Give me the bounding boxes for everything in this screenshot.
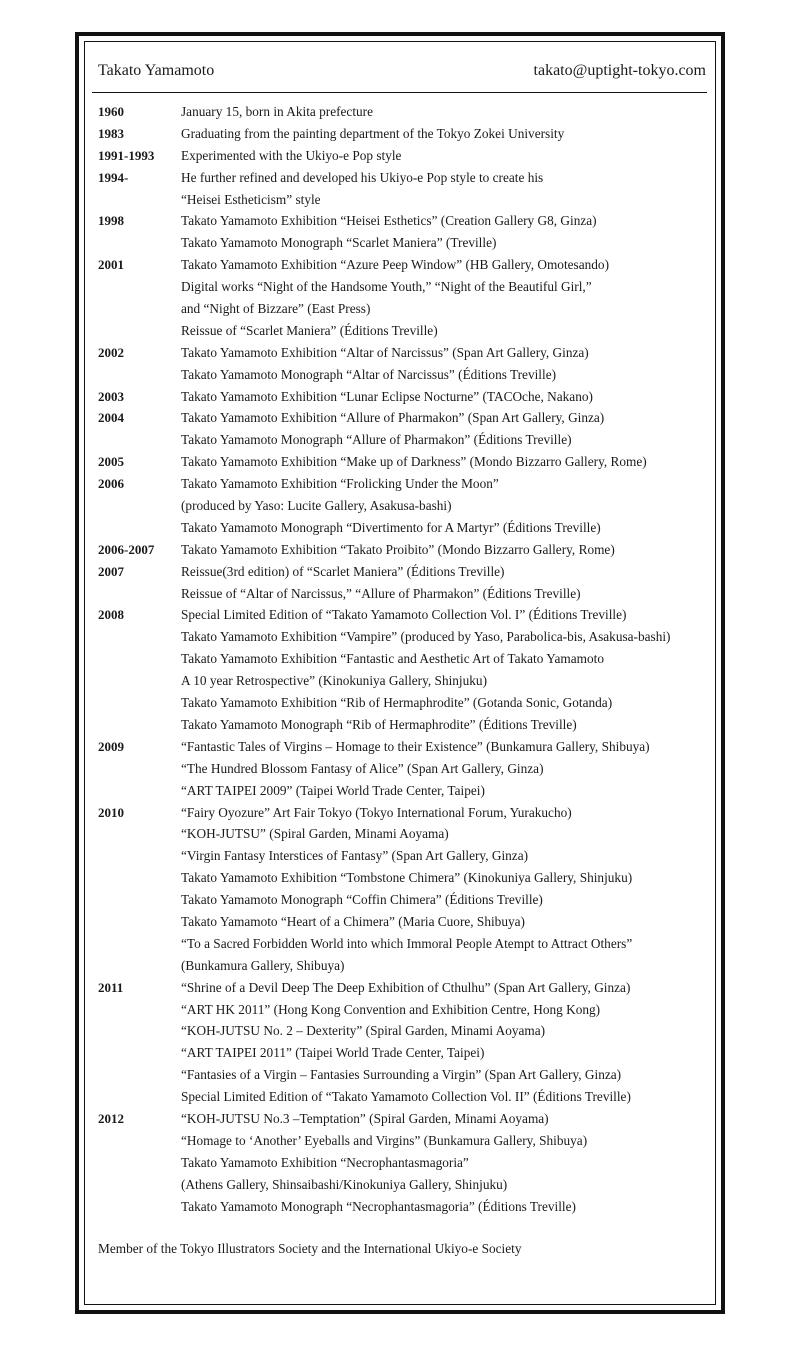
timeline-year bbox=[98, 714, 181, 736]
timeline-entry: “Homage to ‘Another’ Eyeballs and Virgins” (Bunkamura Gallery, Shibuya) bbox=[181, 1132, 588, 1148]
timeline-year bbox=[98, 648, 181, 670]
timeline-row bbox=[98, 604, 708, 626]
timeline-year bbox=[98, 1086, 181, 1108]
timeline-row bbox=[98, 780, 708, 802]
header-divider bbox=[92, 92, 707, 93]
timeline-row bbox=[98, 473, 708, 495]
timeline-year bbox=[98, 429, 181, 451]
timeline-entry: Takato Yamamoto Monograph “Rib of Hermaphrodite” (Éditions Treville) bbox=[181, 716, 577, 732]
timeline-row bbox=[98, 911, 708, 933]
timeline-year bbox=[98, 517, 181, 539]
timeline-row bbox=[98, 867, 708, 889]
biography-timeline bbox=[98, 101, 708, 1217]
timeline-year bbox=[98, 626, 181, 648]
timeline-entry: “Virgin Fantasy Interstices of Fantasy” (Span Art Gallery, Ginza) bbox=[181, 848, 529, 864]
timeline-row bbox=[98, 714, 708, 736]
timeline-year: 2006 bbox=[98, 476, 124, 492]
timeline-entry: “KOH-JUTSU No. 2 – Dexterity” (Spiral Garden, Minami Aoyama) bbox=[181, 1023, 546, 1039]
timeline-entry: “ART TAIPEI 2009” (Taipei World Trade Center, Taipei) bbox=[181, 782, 485, 798]
timeline-year bbox=[98, 1064, 181, 1086]
timeline-row bbox=[98, 561, 708, 583]
timeline-entry: Takato Yamamoto Monograph “Divertimento for A Martyr” (Éditions Treville) bbox=[181, 519, 601, 535]
timeline-year: 2007 bbox=[98, 563, 124, 579]
timeline-entry: Takato Yamamoto Exhibition “Tombstone Chimera” (Kinokuniya Gallery, Shinjuku) bbox=[181, 870, 633, 886]
timeline-year: 2010 bbox=[98, 804, 124, 820]
timeline-year: 2006-2007 bbox=[98, 541, 155, 557]
timeline-year: 1994- bbox=[98, 169, 129, 185]
timeline-entry: “Shrine of a Devil Deep The Deep Exhibition of Cthulhu” (Span Art Gallery, Ginza) bbox=[181, 979, 631, 995]
timeline-row bbox=[98, 626, 708, 648]
timeline-entry: “Fairy Oyozure” Art Fair Tokyo (Tokyo International Forum, Yurakucho) bbox=[181, 804, 572, 820]
timeline-year bbox=[98, 298, 181, 320]
timeline-year: 1998 bbox=[98, 213, 124, 229]
timeline-row bbox=[98, 495, 708, 517]
timeline-row bbox=[98, 648, 708, 670]
timeline-row bbox=[98, 1042, 708, 1064]
timeline-entry: “Fantasies of a Virgin – Fantasies Surrounding a Virgin” (Span Art Gallery, Ginza) bbox=[181, 1067, 622, 1083]
timeline-row bbox=[98, 1108, 708, 1130]
timeline-row bbox=[98, 276, 708, 298]
timeline-row bbox=[98, 1064, 708, 1086]
timeline-year bbox=[98, 933, 181, 955]
timeline-entry: Special Limited Edition of “Takato Yamamoto Collection Vol. II” (Éditions Treville) bbox=[181, 1089, 631, 1105]
timeline-year bbox=[98, 955, 181, 977]
timeline-row bbox=[98, 254, 708, 276]
timeline-entry: (Bunkamura Gallery, Shibuya) bbox=[181, 957, 345, 973]
timeline-year: 2008 bbox=[98, 607, 124, 623]
timeline-entry: Takato Yamamoto Exhibition “Lunar Eclipse Nocturne” (TACOche, Nakano) bbox=[181, 388, 593, 404]
timeline-year: 2005 bbox=[98, 454, 124, 470]
timeline-year bbox=[98, 1042, 181, 1064]
document-header bbox=[98, 62, 706, 84]
timeline-year: 2012 bbox=[98, 1110, 124, 1126]
timeline-row bbox=[98, 451, 708, 473]
timeline-year bbox=[98, 1196, 181, 1218]
timeline-row bbox=[98, 670, 708, 692]
timeline-year: 2003 bbox=[98, 388, 124, 404]
timeline-row bbox=[98, 823, 708, 845]
timeline-entry: Takato Yamamoto Monograph “Necrophantasmagoria” (Éditions Treville) bbox=[181, 1198, 576, 1214]
timeline-entry: Takato Yamamoto Exhibition “Frolicking Under the Moon” bbox=[181, 476, 499, 492]
timeline-entry: Takato Yamamoto Exhibition “Vampire” (produced by Yaso, Parabolica-bis, Asakusa-bashi) bbox=[181, 629, 671, 645]
timeline-year: 1991-1993 bbox=[98, 147, 155, 163]
timeline-entry: January 15, born in Akita prefecture bbox=[181, 104, 373, 119]
timeline-row bbox=[98, 955, 708, 977]
timeline-entry: A 10 year Retrospective” (Kinokuniya Gallery, Shinjuku) bbox=[181, 673, 487, 689]
timeline-entry: Takato Yamamoto Monograph “Allure of Pharmakon” (Éditions Treville) bbox=[181, 432, 572, 448]
timeline-entry: Graduating from the painting department of the Tokyo Zokei University bbox=[181, 125, 565, 141]
timeline-row bbox=[98, 977, 708, 999]
timeline-row bbox=[98, 101, 708, 123]
timeline-row bbox=[98, 1086, 708, 1108]
timeline-entry: Takato Yamamoto Exhibition “Allure of Pharmakon” (Span Art Gallery, Ginza) bbox=[181, 410, 605, 426]
timeline-entry: “ART TAIPEI 2011” (Taipei World Trade Center, Taipei) bbox=[181, 1045, 485, 1061]
timeline-year bbox=[98, 911, 181, 933]
timeline-year bbox=[98, 189, 181, 211]
timeline-year bbox=[98, 495, 181, 517]
timeline-entry: “KOH-JUTSU No.3 –Temptation” (Spiral Garden, Minami Aoyama) bbox=[181, 1110, 549, 1126]
timeline-entry: Takato Yamamoto Exhibition “Takato Proibito” (Mondo Bizzarro Gallery, Rome) bbox=[181, 541, 615, 557]
timeline-year bbox=[98, 999, 181, 1021]
timeline-entry: Takato Yamamoto Monograph “Altar of Narcissus” (Éditions Treville) bbox=[181, 366, 557, 382]
timeline-year bbox=[98, 276, 181, 298]
timeline-entry: “KOH-JUTSU” (Spiral Garden, Minami Aoyama) bbox=[181, 826, 449, 842]
timeline-row bbox=[98, 1196, 708, 1218]
timeline-entry: Takato Yamamoto Exhibition “Altar of Narcissus” (Span Art Gallery, Ginza) bbox=[181, 344, 589, 360]
timeline-year bbox=[98, 823, 181, 845]
timeline-year: 2004 bbox=[98, 410, 124, 426]
timeline-year bbox=[98, 1020, 181, 1042]
timeline-entry: Reissue of “Altar of Narcissus,” “Allure of Pharmakon” (Éditions Treville) bbox=[181, 585, 581, 601]
timeline-row bbox=[98, 429, 708, 451]
timeline-entry: Takato Yamamoto Exhibition “Rib of Hermaphrodite” (Gotanda Sonic, Gotanda) bbox=[181, 695, 613, 711]
timeline-entry: Digital works “Night of the Handsome Youth,” “Night of the Beautiful Girl,” bbox=[181, 279, 592, 295]
timeline-entry: “Fantastic Tales of Virgins – Homage to their Existence” (Bunkamura Gallery, Shibuya) bbox=[181, 738, 650, 754]
timeline-row bbox=[98, 298, 708, 320]
timeline-row bbox=[98, 999, 708, 1021]
timeline-row bbox=[98, 1174, 708, 1196]
timeline-row bbox=[98, 364, 708, 386]
timeline-entry: “Heisei Estheticism” style bbox=[181, 191, 321, 207]
timeline-row bbox=[98, 933, 708, 955]
timeline-entry: “ART HK 2011” (Hong Kong Convention and Exhibition Centre, Hong Kong) bbox=[181, 1001, 601, 1017]
timeline-entry: “The Hundred Blossom Fantasy of Alice” (Span Art Gallery, Ginza) bbox=[181, 760, 544, 776]
timeline-entry: (Athens Gallery, Shinsaibashi/Kinokuniya Gallery, Shinjuku) bbox=[181, 1176, 508, 1192]
timeline-row bbox=[98, 210, 708, 232]
timeline-row bbox=[98, 845, 708, 867]
timeline-entry: (produced by Yaso: Lucite Gallery, Asakusa-bashi) bbox=[181, 498, 452, 514]
timeline-row bbox=[98, 692, 708, 714]
timeline-year: 1960 bbox=[98, 104, 124, 119]
timeline-year: 2002 bbox=[98, 344, 124, 360]
timeline-row bbox=[98, 583, 708, 605]
timeline-row bbox=[98, 342, 708, 364]
timeline-row bbox=[98, 758, 708, 780]
timeline-entry: Reissue of “Scarlet Maniera” (Éditions Treville) bbox=[181, 322, 438, 338]
timeline-row bbox=[98, 123, 708, 145]
timeline-entry: and “Night of Bizzare” (East Press) bbox=[181, 301, 371, 317]
timeline-row bbox=[98, 517, 708, 539]
contact-email: takato@uptight-tokyo.com bbox=[533, 62, 706, 79]
timeline-row bbox=[98, 145, 708, 167]
timeline-entry: Takato Yamamoto Exhibition “Azure Peep Window” (HB Gallery, Omotesando) bbox=[181, 257, 610, 273]
timeline-entry: He further refined and developed his Ukiyo-e Pop style to create his bbox=[181, 169, 544, 185]
timeline-year: 2001 bbox=[98, 257, 124, 273]
timeline-entry: Takato Yamamoto Monograph “Coffin Chimera” (Éditions Treville) bbox=[181, 892, 543, 908]
timeline-row bbox=[98, 1130, 708, 1152]
timeline-entry: Reissue(3rd edition) of “Scarlet Maniera” (Éditions Treville) bbox=[181, 563, 505, 579]
timeline-year: 1983 bbox=[98, 125, 124, 141]
timeline-year bbox=[98, 867, 181, 889]
timeline-year: 2011 bbox=[98, 979, 124, 995]
timeline-year bbox=[98, 692, 181, 714]
timeline-year bbox=[98, 845, 181, 867]
timeline-year bbox=[98, 758, 181, 780]
timeline-row bbox=[98, 1020, 708, 1042]
timeline-year bbox=[98, 364, 181, 386]
timeline-row bbox=[98, 539, 708, 561]
timeline-row bbox=[98, 189, 708, 211]
timeline-row bbox=[98, 167, 708, 189]
timeline-year bbox=[98, 1130, 181, 1152]
timeline-row bbox=[98, 232, 708, 254]
timeline-row bbox=[98, 736, 708, 758]
timeline-row bbox=[98, 407, 708, 429]
membership-note: Member of the Tokyo Illustrators Society and the International Ukiyo-e Society bbox=[98, 1241, 522, 1256]
timeline-entry: Experimented with the Ukiyo-e Pop style bbox=[181, 147, 402, 163]
timeline-year bbox=[98, 583, 181, 605]
timeline-entry: Takato Yamamoto Exhibition “Fantastic and Aesthetic Art of Takato Yamamoto bbox=[181, 651, 604, 667]
timeline-year bbox=[98, 1174, 181, 1196]
timeline-entry: Takato Yamamoto Exhibition “Make up of Darkness” (Mondo Bizzarro Gallery, Rome) bbox=[181, 454, 647, 470]
timeline-year bbox=[98, 320, 181, 342]
timeline-entry: Takato Yamamoto Monograph “Scarlet Maniera” (Treville) bbox=[181, 235, 497, 251]
timeline-row bbox=[98, 889, 708, 911]
timeline-entry: Takato Yamamoto “Heart of a Chimera” (Maria Cuore, Shibuya) bbox=[181, 913, 525, 929]
timeline-row bbox=[98, 1152, 708, 1174]
timeline-row bbox=[98, 320, 708, 342]
timeline-entry: Takato Yamamoto Exhibition “Heisei Esthetics” (Creation Gallery G8, Ginza) bbox=[181, 213, 597, 229]
timeline-year bbox=[98, 889, 181, 911]
timeline-year bbox=[98, 780, 181, 802]
timeline-year bbox=[98, 1152, 181, 1174]
timeline-year: 2009 bbox=[98, 738, 124, 754]
timeline-entry: Takato Yamamoto Exhibition “Necrophantasmagoria” bbox=[181, 1154, 469, 1170]
timeline-entry: Special Limited Edition of “Takato Yamamoto Collection Vol. I” (Éditions Treville) bbox=[181, 607, 627, 623]
timeline-entry: “To a Sacred Forbidden World into which Immoral People Atempt to Attract Others” bbox=[181, 935, 633, 951]
timeline-year bbox=[98, 232, 181, 254]
timeline-row bbox=[98, 802, 708, 824]
artist-name: Takato Yamamoto bbox=[98, 62, 215, 79]
timeline-row bbox=[98, 386, 708, 408]
timeline-year bbox=[98, 670, 181, 692]
